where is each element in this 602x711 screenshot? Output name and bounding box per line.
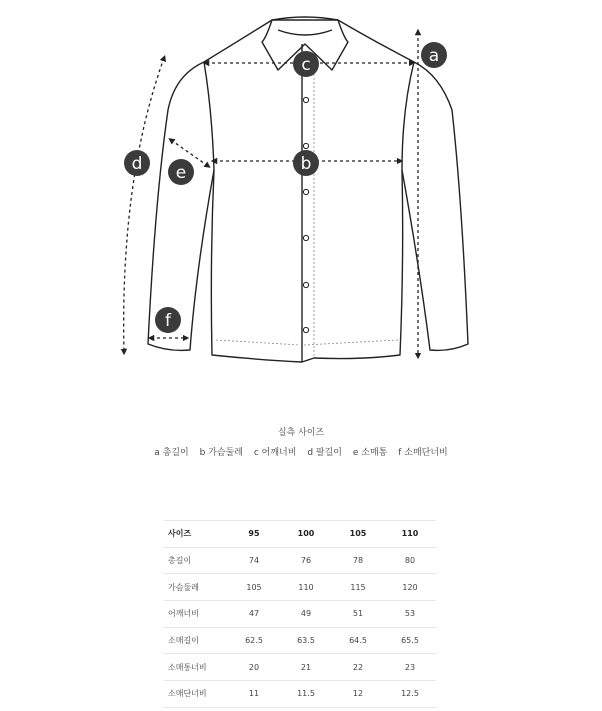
- table-cell: 76: [280, 547, 332, 574]
- button-2: [303, 143, 308, 148]
- table-row: [164, 681, 436, 708]
- size-title: 실측 사이즈: [277, 428, 325, 438]
- table-cell: 120: [384, 574, 436, 601]
- table-cell: 22: [332, 654, 384, 681]
- table-cell: 78: [332, 547, 384, 574]
- table-header-cell: 사이즈: [164, 521, 228, 548]
- legend-item-d: d 팔길이: [307, 448, 342, 458]
- row-label: 어깨너비: [164, 601, 228, 628]
- table-header-cell: 100: [280, 521, 332, 548]
- table-cell: 63.5: [280, 627, 332, 654]
- table-header-cell: 110: [384, 521, 436, 548]
- table-row: [164, 574, 436, 601]
- table-row: [164, 654, 436, 681]
- size-legend: [0, 445, 602, 458]
- table-cell: 20: [228, 654, 280, 681]
- marker-f: [155, 307, 181, 333]
- table-cell: 53: [384, 601, 436, 628]
- table-cell: 64.5: [332, 627, 384, 654]
- svg-text:f: f: [165, 311, 171, 331]
- button-5: [303, 282, 308, 287]
- row-label: 소매단너비: [164, 681, 228, 708]
- button-6: [303, 327, 308, 332]
- table-cell: 21: [280, 654, 332, 681]
- placket-dotted: [216, 58, 398, 358]
- row-label: 가슴둘레: [164, 574, 228, 601]
- size-table: [164, 520, 436, 708]
- table-cell: 11.5: [280, 681, 332, 708]
- svg-text:b: b: [300, 154, 312, 174]
- marker-d: [124, 150, 150, 176]
- row-label: 총길이: [164, 547, 228, 574]
- table-header-cell: 95: [228, 521, 280, 548]
- marker-c: [293, 51, 319, 77]
- table-row: [164, 547, 436, 574]
- table-cell: 49: [280, 601, 332, 628]
- table-cell: 115: [332, 574, 384, 601]
- measure-line-d: [124, 58, 164, 352]
- row-label: 소매통너비: [164, 654, 228, 681]
- legend-item-b: b 가슴둘레: [199, 448, 243, 458]
- table-cell: 74: [228, 547, 280, 574]
- svg-text:d: d: [131, 154, 143, 174]
- table-header-cell: 105: [332, 521, 384, 548]
- table-cell: 80: [384, 547, 436, 574]
- buttons: [303, 97, 308, 332]
- marker-b: [293, 150, 319, 176]
- legend-item-c: c 어깨너비: [253, 448, 297, 458]
- button-4: [303, 235, 308, 240]
- marker-e: [168, 159, 194, 185]
- legend-item-e: e 소매통: [352, 448, 388, 458]
- legend-item-f: f 소매단너비: [398, 448, 448, 458]
- table-cell: 62.5: [228, 627, 280, 654]
- table-cell: 51: [332, 601, 384, 628]
- legend-item-a: a 총길이: [154, 448, 189, 458]
- table-header-row: [164, 521, 436, 548]
- svg-text:e: e: [175, 163, 187, 183]
- svg-text:a: a: [428, 46, 440, 66]
- table-cell: 11: [228, 681, 280, 708]
- table-cell: 47: [228, 601, 280, 628]
- table-row: [164, 601, 436, 628]
- table-row: [164, 627, 436, 654]
- table-cell: 12.5: [384, 681, 436, 708]
- marker-a: [421, 42, 447, 68]
- button-3: [303, 189, 308, 194]
- button-1: [303, 97, 308, 102]
- table-cell: 65.5: [384, 627, 436, 654]
- row-label: 소매길이: [164, 627, 228, 654]
- table-cell: 12: [332, 681, 384, 708]
- table-cell: 23: [384, 654, 436, 681]
- svg-text:c: c: [301, 55, 311, 75]
- table-cell: 110: [280, 574, 332, 601]
- table-cell: 105: [228, 574, 280, 601]
